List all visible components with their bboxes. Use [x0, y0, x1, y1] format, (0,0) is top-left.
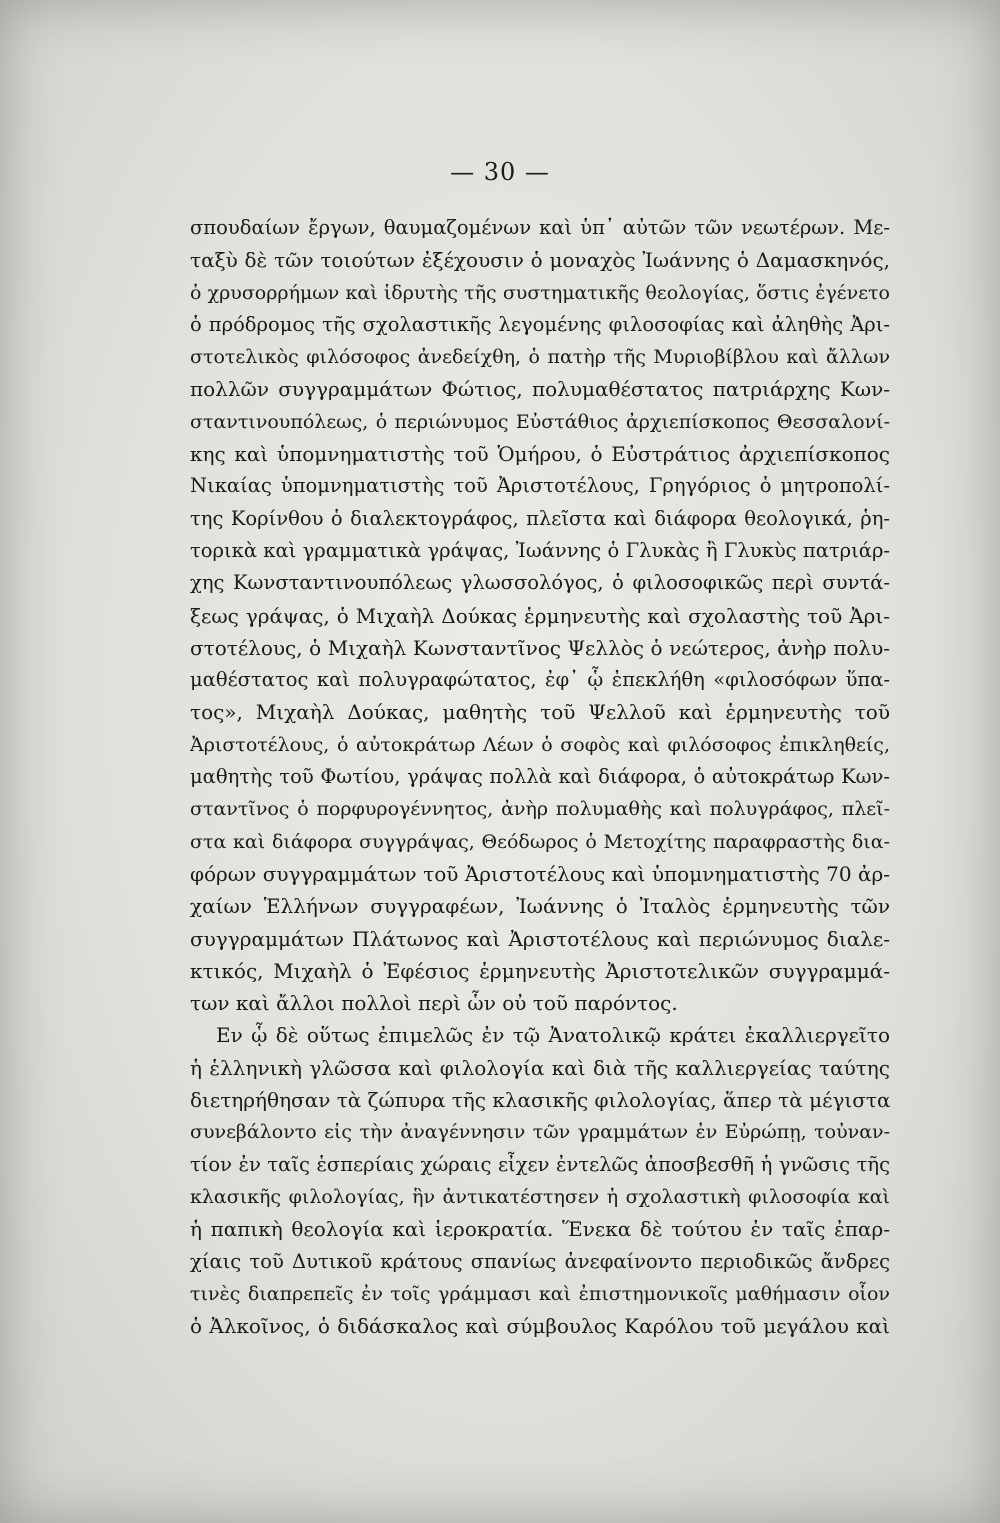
- text-line: των καὶ ἄλλοι πολλοὶ περὶ ὧν οὐ τοῦ παρόντος.: [190, 991, 678, 1016]
- paragraph-2: [190, 1019, 890, 1342]
- text-line: φόρων συγγραμμάτων τοῦ Ἀριστοτέλους καὶ ὑπομνηματιστὴς 70 ἀρ-: [190, 861, 890, 886]
- text-line: πολλῶν συγγραμμάτων Φώτιος, πολυμαθέστατος πατριάρχης Κων-: [190, 377, 890, 402]
- paragraph-1: [190, 212, 890, 1019]
- text-line: μαθητὴς τοῦ Φωτίου, γράψας πολλὰ καὶ διάφορα, ὁ αὐτοκράτωρ Κων-: [190, 765, 890, 789]
- body-text: [190, 212, 890, 1342]
- text-line: τορικὰ καὶ γραμματικὰ γράψας, Ἰωάννης ὁ Γλυκὰς ἢ Γλυκὺς πατριάρ-: [190, 538, 890, 562]
- text-line: Ἀριστοτέλους, ὁ αὐτοκράτωρ Λέων ὁ σοφὸς καὶ φιλόσοφος ἐπικληθείς,: [190, 733, 890, 756]
- text-line: χης Κωνσταντινουπόλεως γλωσσολόγος, ὁ φιλοσοφικῶς περὶ συντά-: [190, 571, 890, 595]
- text-line: στοτέλους, ὁ Μιχαὴλ Κωνσταντῖνος Ψελλὸς ὁ νεώτερος, ἀνὴρ πολυ-: [190, 635, 890, 660]
- text-line: μαθέστατος καὶ πολυγραφώτατος, ἐφ᾽ ᾧ ἐπεκλήθη «φιλοσόφων ὕπα-: [190, 668, 890, 692]
- page-number: — 30 —: [450, 158, 550, 186]
- text-line: κης καὶ ὑπομνηματιστὴς τοῦ Ὁμήρου, ὁ Εὐστράτιος ἀρχιεπίσκοπος: [190, 442, 890, 467]
- text-line: σπουδαίων ἔργων, θαυμαζομένων καὶ ὑπ᾽ αὐτῶν τῶν νεωτέρων. Με-: [190, 216, 890, 239]
- text-line: τος», Μιχαὴλ Δούκας, μαθητὴς τοῦ Ψελλοῦ καὶ ἑρμηνευτὴς τοῦ: [190, 700, 890, 725]
- text-line: τίον ἐν ταῖς ἑσπερίαις χώραις εἶχεν ἐντελῶς ἀποσβεσθῆ ἡ γνῶσις τῆς: [190, 1152, 890, 1176]
- text-line: ὁ Ἀλκοῖνος, ὁ διδάσκαλος καὶ σύμβουλος Καρόλου τοῦ μεγάλου καὶ: [190, 1314, 890, 1339]
- text-line: ξεως γράψας, ὁ Μιχαὴλ Δούκας ἑρμηνευτὴς καὶ σχολαστὴς τοῦ Ἀρι-: [190, 603, 890, 628]
- text-line: συγγραμμάτων Πλάτωνος καὶ Ἀριστοτέλους καὶ περιώνυμος διαλε-: [190, 926, 890, 951]
- text-line: σταντῖνος ὁ πορφυρογέννητος, ἀνὴρ πολυμαθὴς καὶ πολυγράφος, πλεῖ-: [190, 798, 890, 821]
- text-line: ὁ πρόδρομος τῆς σχολαστικῆς λεγομένης φιλοσοφίας καὶ ἀληθὴς Ἀρι-: [190, 312, 890, 336]
- text-line: της Κορίνθου ὁ διαλεκτογράφος, πλεῖστα καὶ διάφορα θεολογικά, ῥη-: [190, 506, 890, 530]
- text-line: ὁ χρυσορρήμων καὶ ἱδρυτὴς τῆς συστηματικῆς θεολογίας, ὅστις ἐγένετο: [190, 281, 890, 304]
- text-line: Εν ᾧ δὲ οὕτως ἐπιμελῶς ἐν τῷ Ἀνατολικῷ κράτει ἐκαλλιεργεῖτο: [216, 1023, 890, 1048]
- text-line: κλασικῆς φιλολογίας, ἣν ἀντικατέστησεν ἡ σχολαστικὴ φιλοσοφία καὶ: [190, 1185, 890, 1208]
- text-line: στα καὶ διάφορα συγγράψας, Θεόδωρος ὁ Μετοχίτης παραφραστὴς δια-: [190, 830, 890, 853]
- text-line: διετηρήθησαν τὰ ζώπυρα τῆς κλασικῆς φιλολογίας, ἅπερ τὰ μέγιστα: [190, 1088, 890, 1113]
- text-line: ἡ ἑλληνικὴ γλῶσσα καὶ φιλολογία καὶ διὰ τῆς καλλιεργείας ταύτης: [190, 1055, 890, 1080]
- text-line: συνεβάλοντο εἰς τὴν ἀναγέννησιν τῶν γραμμάτων ἐν Εὐρώπῃ, τοὐναν-: [190, 1121, 890, 1144]
- text-line: τινὲς διαπρεπεῖς ἐν τοῖς γράμμασι καὶ ἐπιστημονικοῖς μαθήμασιν οἷον: [190, 1282, 890, 1305]
- text-line: σταντινουπόλεως, ὁ περιώνυμος Εὐστάθιος ἀρχιεπίσκοπος Θεσσαλονί-: [190, 410, 890, 433]
- text-line: κτικός, Μιχαὴλ ὁ Ἐφέσιος ἑρμηνευτὴς Ἀριστοτελικῶν συγγραμμά-: [190, 958, 890, 983]
- text-line: ταξὺ δὲ τῶν τοιούτων ἐξέχουσιν ὁ μοναχὸς Ἰωάννης ὁ Δαμασκηνός,: [190, 248, 890, 273]
- text-line: ἡ παπικὴ θεολογία καὶ ἱεροκρατία. Ἕνεκα δὲ τούτου ἐν ταῖς ἐπαρ-: [190, 1217, 890, 1242]
- text-line: χίαις τοῦ Δυτικοῦ κράτους σπανίως ἀνεφαίνοντο περιοδικῶς ἄνδρες: [190, 1249, 890, 1273]
- text-line: Νικαίας ὑπομνηματιστὴς τοῦ Ἀριστοτέλους, Γρηγόριος ὁ μητροπολί-: [190, 474, 890, 498]
- text-line: στοτελικὸς φιλόσοφος ἀνεδείχθη, ὁ πατὴρ τῆς Μυριοβίβλου καὶ ἄλλων: [190, 346, 890, 369]
- text-line: χαίων Ἑλλήνων συγγραφέων, Ἰωάννης ὁ Ἰταλὸς ἑρμηνευτὴς τῶν: [190, 894, 890, 919]
